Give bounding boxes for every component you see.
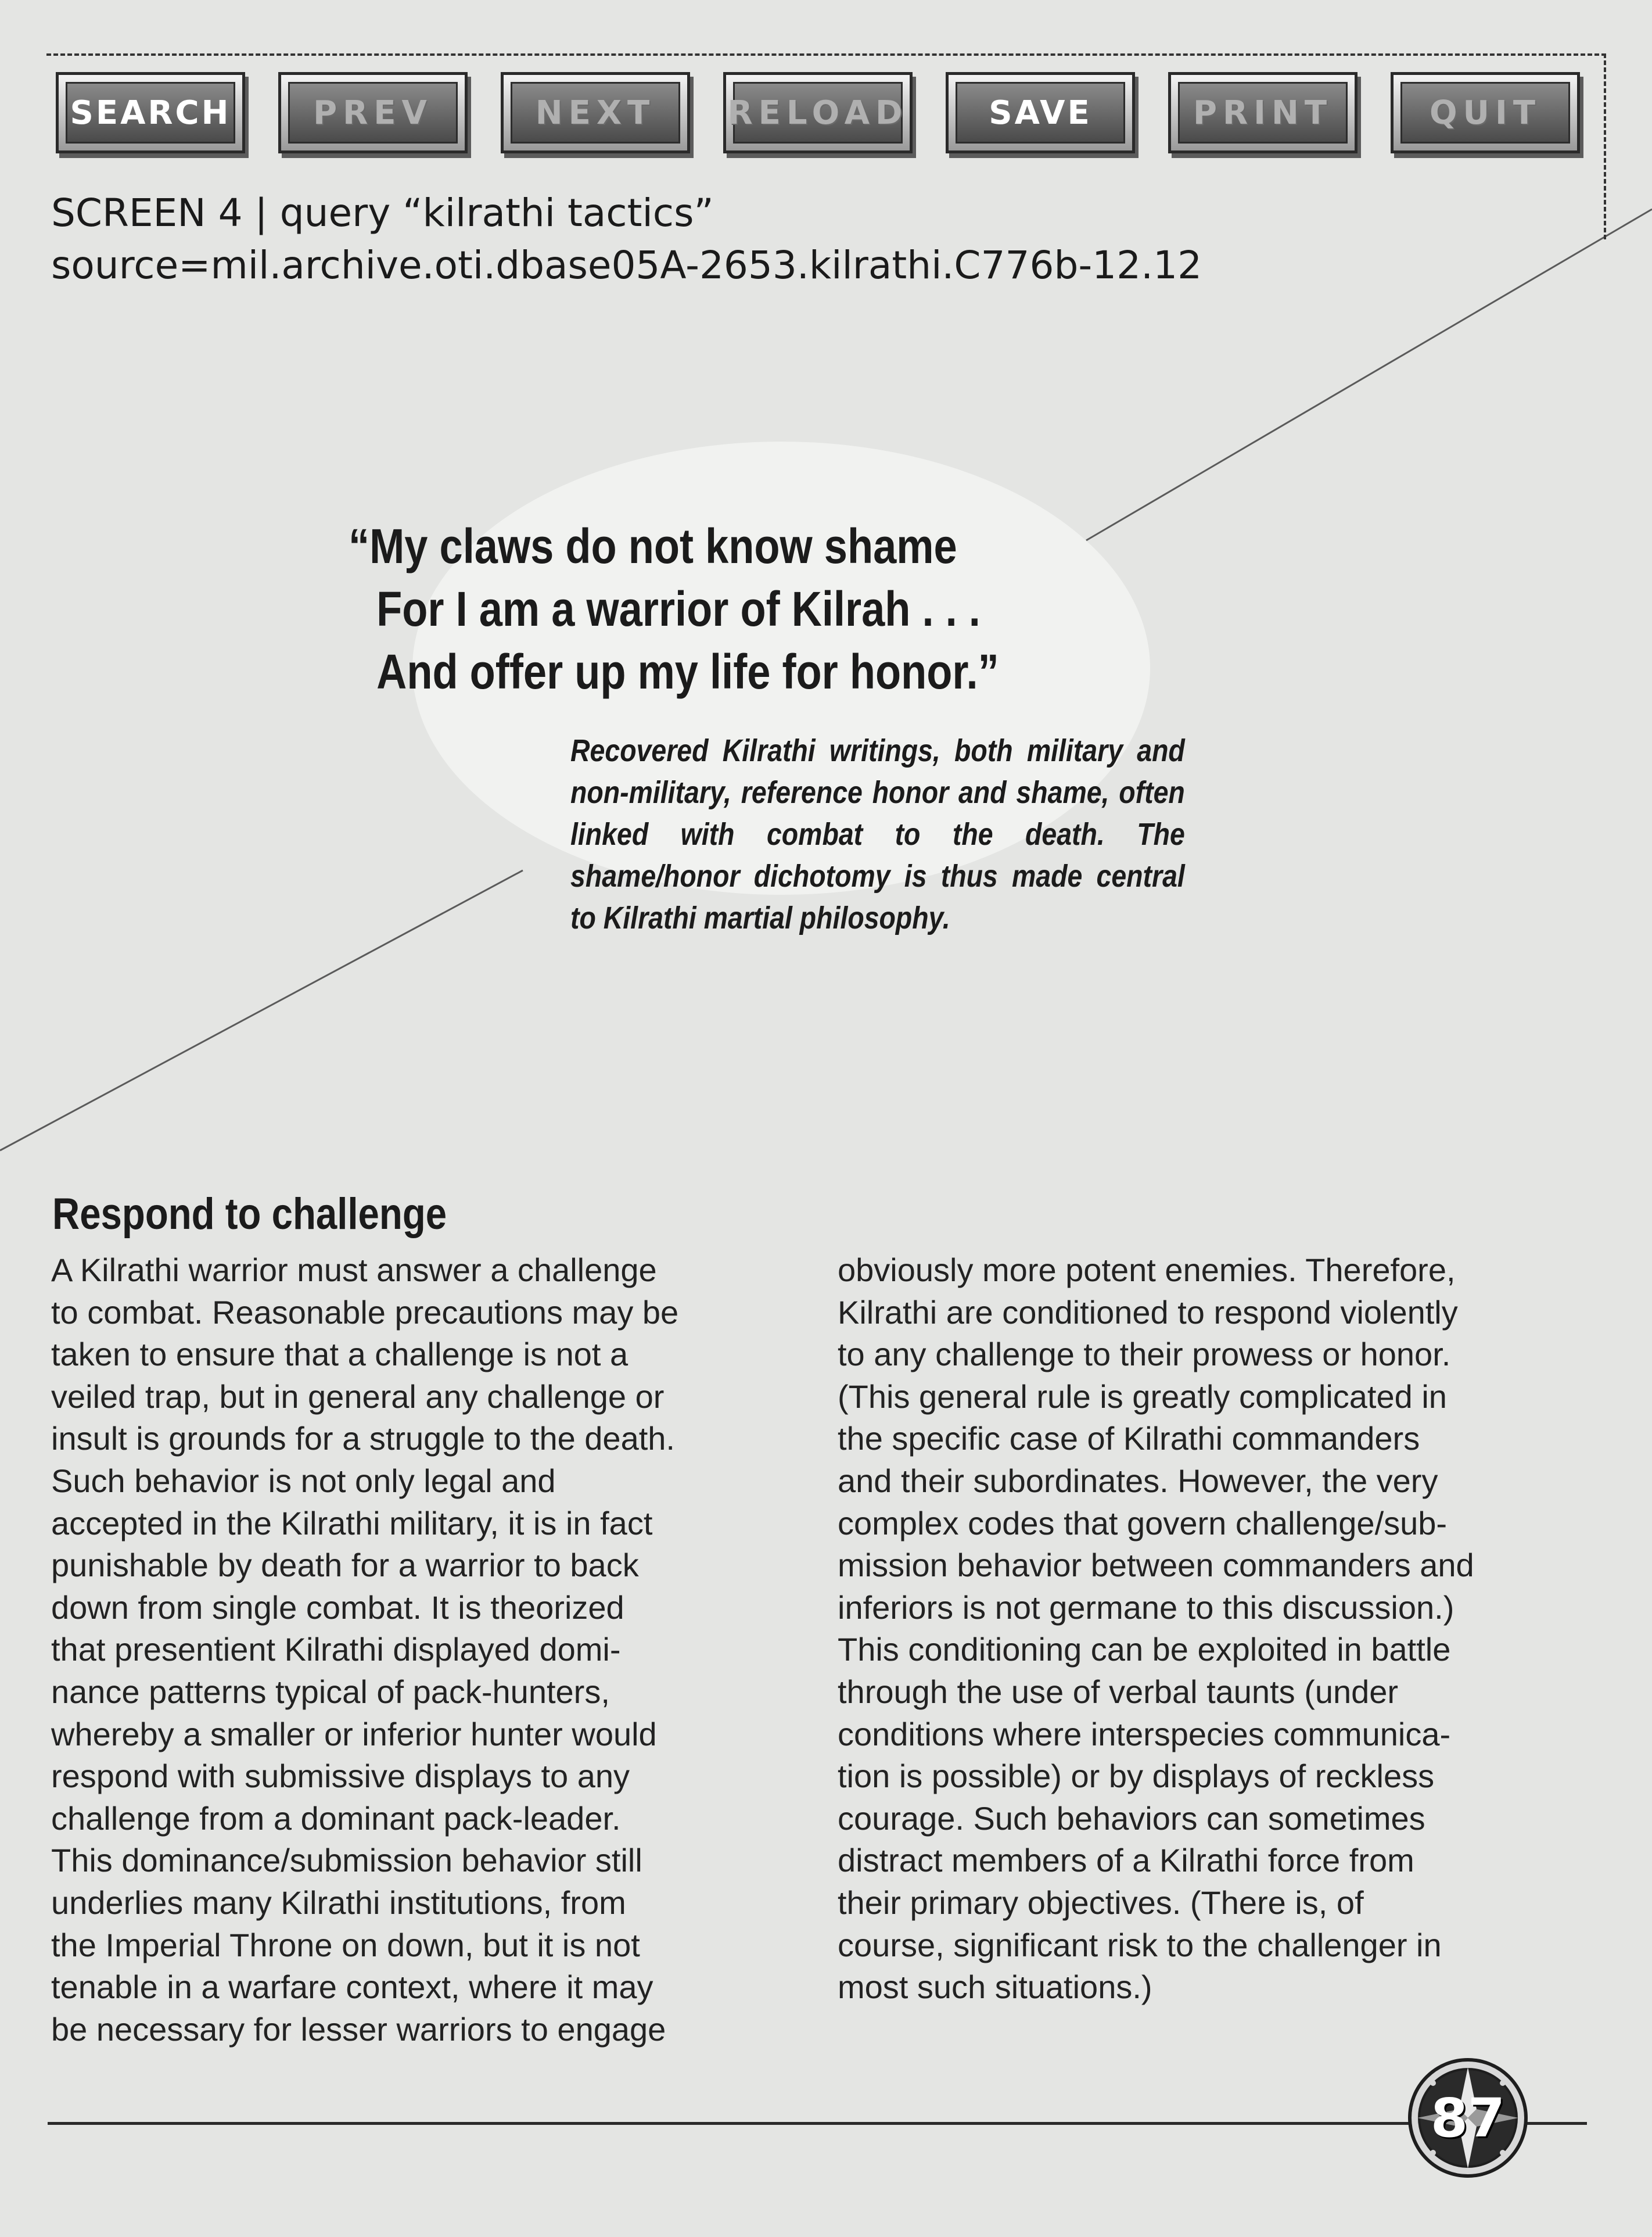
print-button-label: PRINT (1178, 82, 1348, 144)
print-button[interactable] (1168, 72, 1357, 153)
save-button[interactable] (946, 72, 1135, 153)
reload-button-label: RELOAD (733, 82, 903, 144)
body-line: Kilrathi are conditioned to respond violently (838, 1293, 1458, 1331)
body-line: This conditioning can be exploited in battle (838, 1631, 1451, 1668)
body-line: veiled trap, but in general any challenge or (51, 1378, 665, 1415)
body-line: to any challenge to their prowess or honor. (838, 1336, 1451, 1373)
quote-line: For I am a warrior of Kilrah . . . (376, 582, 981, 636)
body-line: accepted in the Kilrathi military, it is in fact (51, 1504, 653, 1541)
body-column-right (838, 1249, 1587, 2009)
body-line: conditions where interspecies communica- (838, 1715, 1451, 1752)
reload-button[interactable] (723, 72, 913, 153)
body-line: and their subordinates. However, the very (838, 1462, 1438, 1499)
body-line: to combat. Reasonable precautions may be (51, 1293, 679, 1331)
body-line: the Imperial Throne on down, but it is not (51, 1926, 640, 1963)
next-button[interactable] (501, 72, 690, 153)
quit-button-label: QUIT (1400, 82, 1570, 144)
prev-button[interactable] (278, 72, 468, 153)
body-line: insult is grounds for a struggle to the death. (51, 1420, 675, 1457)
body-line: most such situations.) (838, 1969, 1152, 2006)
body-line: down from single combat. It is theorized (51, 1589, 624, 1626)
body-line: whereby a smaller or inferior hunter would (51, 1715, 657, 1752)
body-line: A Kilrathi warrior must answer a challenge (51, 1252, 657, 1288)
body-line: mission behavior between commanders and (838, 1547, 1474, 1584)
quit-button[interactable] (1391, 72, 1580, 153)
body-line: complex codes that govern challenge/sub- (838, 1504, 1448, 1541)
footer-rule (48, 2122, 1587, 2125)
body-line: tion is possible) or by displays of reckless (838, 1758, 1435, 1795)
body-column-left (51, 1249, 800, 2050)
quote-line: “My claws do not know shame (349, 519, 957, 573)
search-button[interactable] (56, 72, 245, 153)
body-line: respond with submissive displays to any (51, 1758, 630, 1795)
body-line: This dominance/submission behavior still (51, 1842, 642, 1879)
page-number: 87 (1430, 2087, 1506, 2149)
body-line: courage. Such behaviors can sometimes (838, 1799, 1425, 1837)
body-line: that presentient Kilrathi displayed domi- (51, 1631, 621, 1668)
body-line: Such behavior is not only legal and (51, 1462, 556, 1499)
next-button-label: NEXT (511, 82, 680, 144)
body-line: distract members of a Kilrathi force from (838, 1842, 1414, 1879)
body-line: nance patterns typical of pack-hunters, (51, 1673, 610, 1710)
source-line: source=mil.archive.oti.dbase05A-2653.kilrathi.C776b-12.12 (51, 243, 1202, 288)
screen-header (51, 187, 1202, 292)
prev-button-label: PREV (288, 82, 458, 144)
body-line: punishable by death for a warrior to back (51, 1547, 639, 1584)
browser-toolbar (56, 72, 1580, 165)
pull-quote (349, 515, 999, 703)
page-number-badge (1407, 2057, 1529, 2179)
body-line: course, significant risk to the challenger in (838, 1926, 1442, 1963)
body-line: the specific case of Kilrathi commanders (838, 1420, 1420, 1457)
body-line: inferiors is not germane to this discussion.) (838, 1589, 1455, 1626)
body-line: challenge from a dominant pack-leader. (51, 1799, 621, 1837)
search-button-label: SEARCH (66, 82, 235, 144)
body-line: their primary objectives. (There is, of (838, 1884, 1364, 1921)
body-line: tenable in a warfare context, where it may (51, 1969, 653, 2006)
body-line: obviously more potent enemies. Therefore, (838, 1252, 1456, 1288)
quote-line: And offer up my life for honor.” (376, 644, 999, 699)
body-line: through the use of verbal taunts (under (838, 1673, 1399, 1710)
body-line: be necessary for lesser warriors to engage (51, 2010, 666, 2048)
body-line: (This general rule is greatly complicated in (838, 1378, 1447, 1415)
section-heading: Respond to challenge (52, 1189, 447, 1239)
quote-caption: Recovered Kilrathi writings, both military and non-military, reference honor and shame, often linked with combat to the death. The shame/honor dichotomy is thus made central to Kilrathi martial philosophy. (570, 733, 1185, 935)
screen-query-line: SCREEN 4 | query “kilrathi tactics” (51, 191, 714, 235)
body-line: taken to ensure that a challenge is not a (51, 1336, 629, 1373)
body-line: underlies many Kilrathi institutions, from (51, 1884, 626, 1921)
save-button-label: SAVE (956, 82, 1125, 144)
